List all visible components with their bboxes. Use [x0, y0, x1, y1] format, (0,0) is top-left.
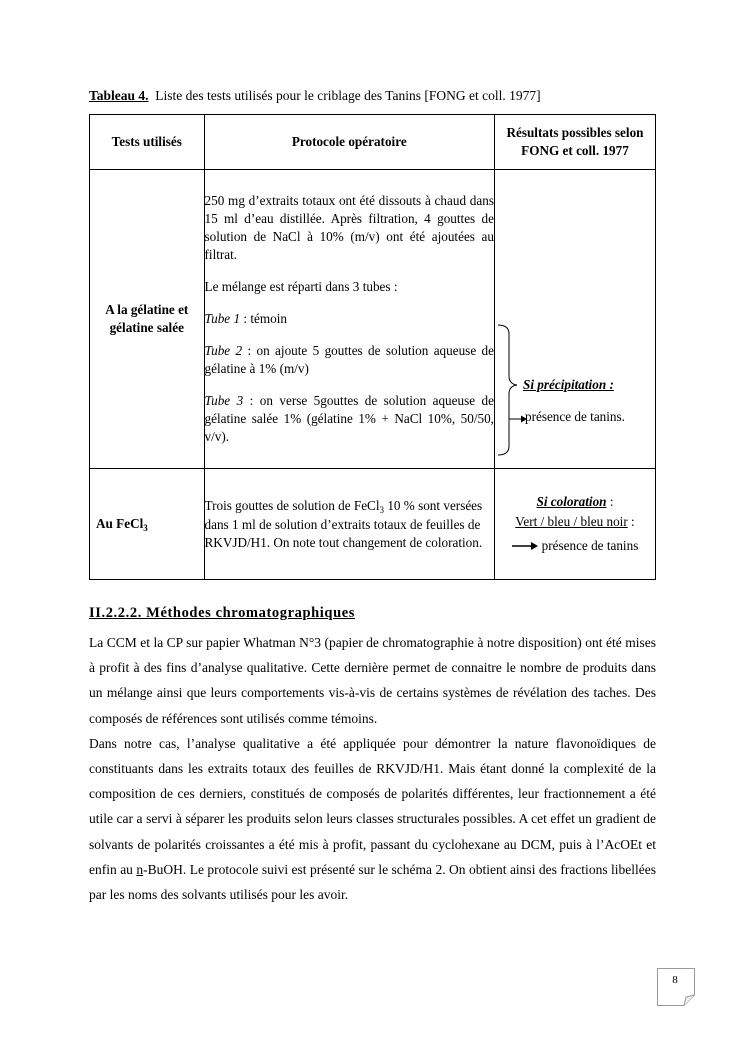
table-row: [90, 469, 656, 580]
tube-1: [205, 310, 494, 328]
page-number-box: [657, 968, 695, 1006]
result-gelatine: [494, 170, 655, 469]
test-name-gelatine: A la gélatine et gélatine salée: [90, 170, 205, 469]
header-results: Résultats possibles selon FONG et coll. 1977: [494, 115, 655, 170]
result-condition: [495, 493, 655, 511]
paragraph: [89, 731, 656, 907]
protocol-gelatine: [204, 170, 494, 469]
section-heading: II.2.2.2. Méthodes chromatographiques: [89, 605, 356, 621]
result-condition-label: Si précipitation :: [522, 377, 614, 392]
result-colors-text: Vert / bleu / bleu noir: [515, 513, 628, 529]
protocol-fecl3: [204, 469, 494, 580]
test-name-text: Au FeCl: [96, 515, 144, 531]
caption-text: Liste des tests utilisés pour le criblage des Tanins [FONG et coll. 1977]: [155, 88, 541, 103]
section-body: [89, 630, 656, 907]
paragraph: La CCM et la CP sur papier Whatman N°3 (papier de chromatographie à notre disposition) ont été mises à profit à des fins d’analyse qualitative. Cette dernière permet de connaitre le nombre de produits dans un mélange ainsi que leurs comportements vis-à-vis de certains systèmes de révélation des taches. Des composés de références sont utilisés comme témoins.: [89, 635, 656, 726]
protocol-subscript: 3: [379, 504, 385, 515]
paragraph-text-a: Dans notre cas, l’analyse qualitative a été appliquée pour démontrer la nature flavonoïdiques de constituants dans les extraits totaux des feuilles de RKVJD/H1. Mais étant donné la complexité de la composition de ces derniers, constitués de composés de polarités différentes, leur fractionnement a été utile car a servi à séparer les produits selon leurs classes structurales possibles. A cet effet un gradient de solvants de polarités croissantes a été mis à profit, passant du cyclohexane au DCM, puis à l’AcOEt et enfin au: [89, 735, 656, 877]
page-number: 8: [672, 974, 678, 986]
test-name-subscript: 3: [143, 522, 148, 533]
protocol-paragraph: 250 mg d’extraits totaux ont été dissouts à chaud dans 15 ml d’eau distillée. Après filtration, 4 gouttes de solution de NaCl à 10% (m/v) ont été ajoutées au filtrat.: [204, 193, 494, 262]
paragraph-text-b: -BuOH. Le protocole suivi est présenté sur le schéma 2. On obtient ainsi des fractions libellées par les noms des solvants utilisés pour les avoir.: [89, 861, 656, 903]
result-conclusion-line: [512, 537, 639, 555]
protocol-paragraph: Le mélange est réparti dans 3 tubes :: [204, 279, 398, 294]
caption-label: Tableau 4.: [89, 88, 149, 103]
tube-label: Tube 1: [204, 311, 241, 326]
tube-text: : on ajoute 5 gouttes de solution aqueuse de gélatine à 1% (m/v): [204, 343, 494, 376]
table-header-row: [90, 115, 656, 170]
header-protocol: Protocole opératoire: [204, 115, 494, 170]
table-row: [90, 170, 656, 469]
paragraph-underlined-n: n: [136, 861, 144, 877]
protocol-text-a: Trois gouttes de solution de FeCl: [204, 497, 380, 513]
tube-2: [205, 342, 494, 378]
protocol-text-b: 10 % sont versées dans 1 ml de solution d’extraits totaux de feuilles de RKVJD/H1. On note tout changement de coloration.: [204, 497, 483, 550]
tube-text: : on verse 5gouttes de solution aqueuse de gélatine salée 1% (gélatine 1% + NaCl 10%, 50/50, v/v).: [204, 393, 494, 444]
result-colors: [495, 513, 655, 531]
result-fecl3: [494, 469, 655, 580]
test-name-fecl3: [90, 469, 205, 580]
arrow-right-icon: [512, 541, 538, 551]
table-caption: [89, 88, 669, 104]
result-colors-colon: :: [627, 513, 635, 529]
result-gelatine-wrap: [495, 170, 655, 468]
result-condition-colon: :: [606, 493, 614, 509]
result-conclusion: présence de tanins.: [524, 409, 625, 424]
tube-3: [205, 392, 494, 446]
tube-label: Tube 3: [204, 393, 244, 408]
result-condition-label: Si coloration: [536, 493, 607, 509]
tube-label: Tube 2: [204, 343, 243, 358]
tannin-tests-table: [89, 114, 656, 580]
result-conclusion: présence de tanins: [541, 537, 639, 553]
tube-text: : témoin: [240, 311, 287, 326]
header-tests: Tests utilisés: [90, 115, 205, 170]
